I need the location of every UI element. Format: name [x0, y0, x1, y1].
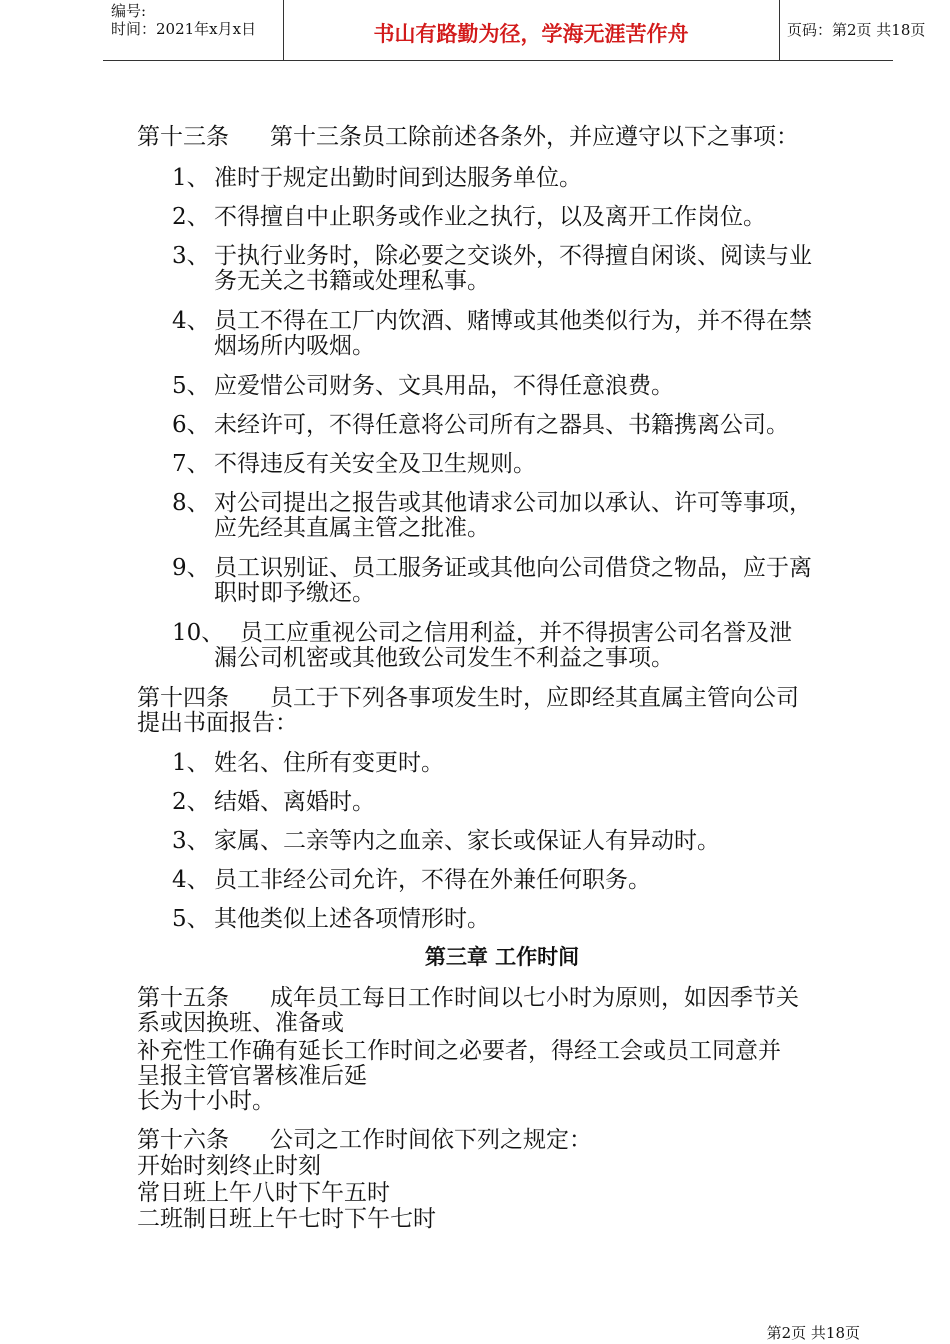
item-text: 结婚、离婚时。 — [214, 789, 375, 815]
schedule-text: 二班制日班上午七时下午七时 — [137, 1206, 436, 1232]
schedule-text: 常日班上午八时下午五时 — [137, 1180, 390, 1206]
item-number: 5、 — [172, 373, 210, 399]
item-text: 员工不得在工厂内饮酒、赌博或其他类似行为，并不得在禁 — [214, 308, 812, 334]
article-text: 长为十小时。 — [137, 1088, 275, 1114]
item-text: 漏公司机密或其他致公司发生不利益之事项。 — [214, 645, 674, 671]
item-text: 员工非经公司允许，不得在外兼任何职务。 — [214, 867, 651, 893]
item-text: 烟场所内吸烟。 — [214, 333, 375, 359]
schedule-text: 开始时刻终止时刻 — [137, 1153, 321, 1179]
article-text: 公司之工作时间依下列之规定： — [270, 1127, 592, 1153]
doc-time-label: 时间：2021年x月x日 — [111, 20, 257, 38]
item-number: 2、 — [172, 789, 210, 815]
item-number: 1、 — [172, 750, 210, 776]
page-header — [103, 0, 926, 61]
article-number: 第十三条 — [137, 124, 229, 150]
header-page-number: 页码：第2页 共18页 — [787, 21, 926, 39]
item-text: 姓名、住所有变更时。 — [214, 750, 444, 776]
item-text: 准时于规定出勤时间到达服务单位。 — [214, 165, 582, 191]
article-text: 员工于下列各事项发生时，应即经其直属主管向公司 — [270, 685, 799, 711]
header-page-cell — [779, 0, 926, 60]
item-text: 应先经其直属主管之批准。 — [214, 515, 490, 541]
item-number: 1、 — [172, 165, 210, 191]
item-number: 10、 — [172, 620, 225, 646]
item-number: 3、 — [172, 828, 210, 854]
item-number: 3、 — [172, 243, 210, 269]
article-text: 补充性工作确有延长工作时间之必要者，得经工会或员工同意并 — [137, 1038, 781, 1064]
item-text: 职时即予缴还。 — [214, 580, 375, 606]
item-number: 4、 — [172, 867, 210, 893]
item-text: 其他类似上述各项情形时。 — [214, 906, 490, 932]
item-text: 员工识别证、员工服务证或其他向公司借贷之物品，应于离 — [214, 555, 812, 581]
article-text: 提出书面报告： — [137, 710, 298, 736]
item-text: 员工应重视公司之信用利益，并不得损害公司名誉及泄 — [240, 620, 792, 646]
header-motto: 书山有路勤为径，学海无涯苦作舟 — [373, 21, 689, 46]
item-text: 应爱惜公司财务、文具用品，不得任意浪费。 — [214, 373, 674, 399]
item-text: 务无关之书籍或处理私事。 — [214, 268, 490, 294]
item-text: 对公司提出之报告或其他请求公司加以承认、许可等事项， — [214, 490, 812, 516]
item-text: 未经许可，不得任意将公司所有之器具、书籍携离公司。 — [214, 412, 789, 438]
item-text: 家属、二亲等内之血亲、家长或保证人有异动时。 — [214, 828, 720, 854]
doc-code-label: 编号: — [111, 2, 147, 20]
article-number: 第十六条 — [137, 1127, 229, 1153]
article-text: 呈报主管官署核准后延 — [137, 1063, 367, 1089]
header-meta-cell — [103, 0, 284, 60]
item-text: 于执行业务时，除必要之交谈外，不得擅自闲谈、阅读与业 — [214, 243, 812, 269]
item-number: 2、 — [172, 204, 210, 230]
item-number: 7、 — [172, 451, 210, 477]
page-footer-number: 第2页 共18页 — [766, 1324, 860, 1342]
item-number: 4、 — [172, 308, 210, 334]
article-text: 第十三条员工除前述各条外，并应遵守以下之事项： — [270, 124, 799, 150]
item-text: 不得违反有关安全及卫生规则。 — [214, 451, 536, 477]
header-motto-cell — [283, 0, 780, 60]
item-number: 5、 — [172, 906, 210, 932]
item-number: 9、 — [172, 555, 210, 581]
item-number: 6、 — [172, 412, 210, 438]
article-number: 第十五条 — [137, 985, 229, 1011]
chapter-title: 第三章 工作时间 — [424, 945, 580, 969]
article-number: 第十四条 — [137, 685, 229, 711]
article-text: 成年员工每日工作时间以七小时为原则，如因季节关 — [270, 985, 799, 1011]
article-text: 系或因换班、准备或 — [137, 1010, 344, 1036]
item-number: 8、 — [172, 490, 210, 516]
item-text: 不得擅自中止职务或作业之执行，以及离开工作岗位。 — [214, 204, 766, 230]
